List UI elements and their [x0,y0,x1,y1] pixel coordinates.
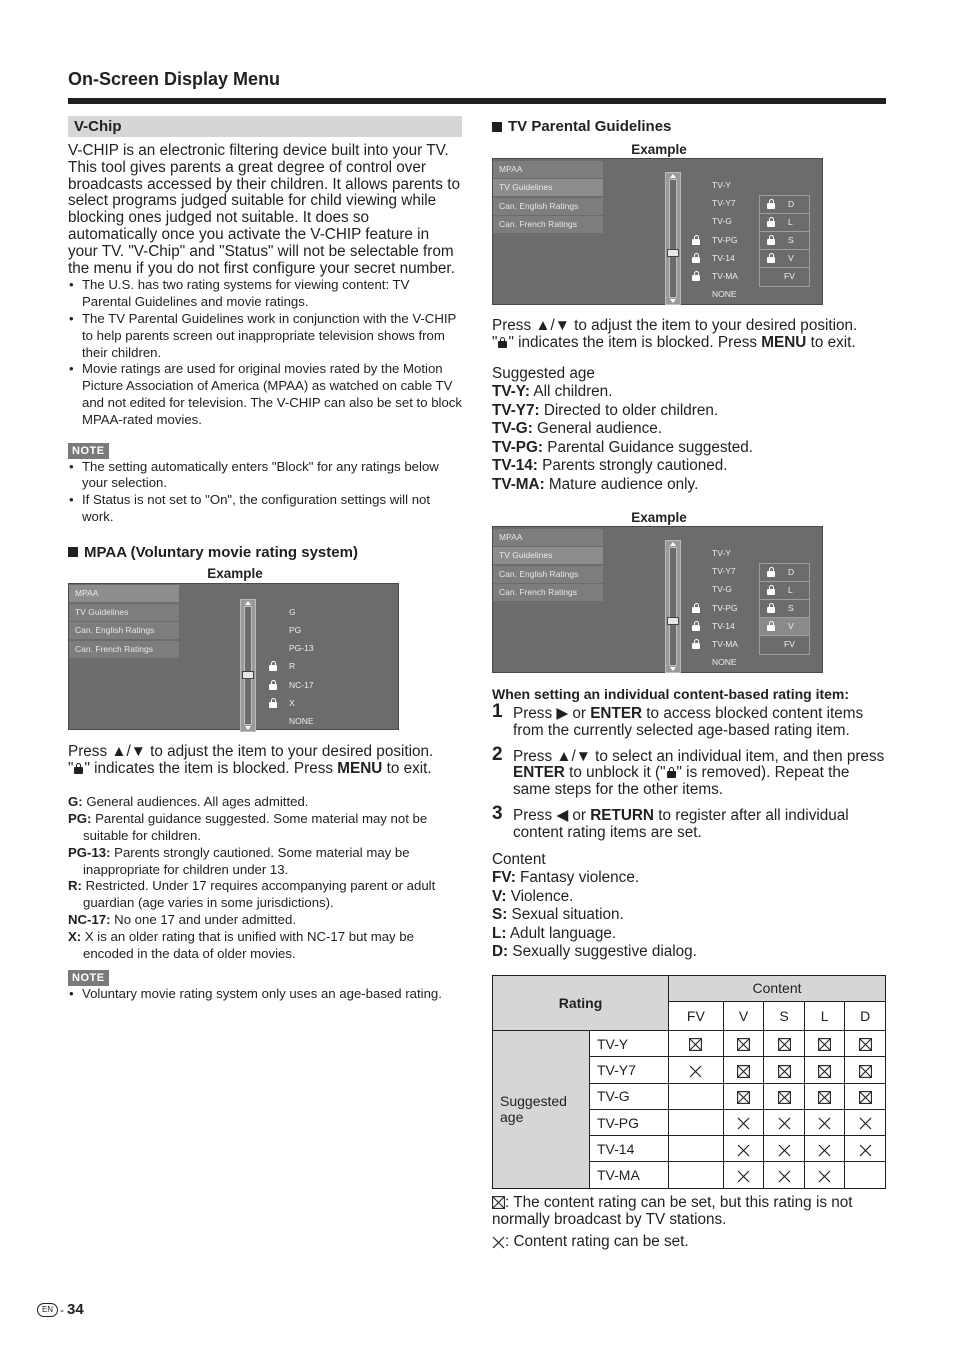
lock-icon [767,603,775,613]
osd-content-label: D [788,567,795,578]
vchip-heading: V-Chip [68,116,462,137]
rating-table [492,975,886,1189]
cross-icon [669,1057,724,1083]
definition-term: X: [68,928,82,944]
osd-content-cell[interactable] [760,564,809,582]
definition-item [492,943,886,962]
definition-item [68,912,462,929]
definition-term: TV-14: [492,457,538,475]
boxed-cross-icon [669,1030,724,1056]
boxed-cross-icon [764,1030,805,1056]
boxed-cross-icon [804,1030,845,1056]
mpaa-osd-screen [68,583,399,730]
lock-icon [74,763,83,774]
language-badge: EN [37,1303,58,1317]
row-group-label: Suggested age [493,1030,590,1188]
tv-suggested-age [492,365,886,495]
boxed-cross-icon [845,1030,886,1056]
vchip-note [68,441,462,526]
key-label: RETURN [590,807,654,825]
rating-header: Rating [493,975,669,1030]
step-text: to register after all individual content rating items are set. [513,807,849,841]
osd-rating-row[interactable]: TV-Y7 [712,566,736,577]
lock-icon [692,235,700,245]
definition-item [492,383,886,402]
column-header: FV [669,1001,724,1030]
cross-icon [804,1109,845,1135]
osd-menu-item[interactable]: TV Guidelines [493,179,603,196]
lock-icon [692,621,700,631]
step-text: to access blocked content items from the currently selected age-based rating item. [513,705,864,739]
bullet-item: • The setting automatically enters "Block" for any ratings below your selection. [68,459,462,493]
column-header: L [804,1001,845,1030]
step-number: 1 [492,701,503,723]
tv-heading [492,116,886,137]
osd-rating-row[interactable]: NONE [712,657,737,668]
mpaa-note [68,968,462,1003]
cross-icon [804,1136,845,1162]
page-footer [37,1301,84,1318]
osd-rating-row[interactable]: TV-14 [712,252,735,263]
osd-rating-row[interactable]: R [289,661,296,672]
lock-icon [269,680,277,690]
steps-list [492,701,886,842]
osd-content-cell[interactable] [760,214,809,232]
cross-icon [492,1236,505,1249]
osd-rating-row[interactable]: G [289,606,296,617]
boxed-cross-icon [804,1057,845,1083]
lock-icon [498,337,507,348]
definition-item [492,402,886,421]
definition-term: PG: [68,811,92,827]
page-number: 34 [67,1301,84,1318]
tv-heading-text: TV Parental Guidelines [508,118,672,135]
legend-cross-text: : Content rating can be set. [505,1233,689,1251]
boxed-cross-icon [764,1057,805,1083]
step-item [492,701,886,740]
osd-content-cell[interactable] [760,600,809,618]
cross-icon [723,1109,764,1135]
osd-content-label: V [788,253,794,264]
definition-item [68,845,462,879]
menu-key-label: MENU [761,333,807,351]
step-number: 2 [492,743,503,765]
osd-menu-item[interactable]: Can. English Ratings [493,566,603,583]
content-section [492,851,886,962]
definition-term: TV-Y: [492,383,530,401]
osd-rating-row[interactable]: TV-PG [712,602,738,613]
tv-definitions [492,383,886,494]
slider-knob[interactable] [242,671,254,679]
osd-menu-item[interactable]: Can. French Ratings [493,216,603,233]
lock-icon [667,767,676,778]
mpaa-heading [68,544,462,561]
legend-boxed [492,1195,886,1229]
osd-content-label: S [788,603,794,614]
content-header: Content [669,975,886,1001]
row-label: TV-PG [590,1109,669,1135]
boxed-cross-icon [723,1057,764,1083]
left-column [68,116,462,1003]
definition-item [68,794,462,811]
tv-osd-screen-1 [492,158,823,305]
boxed-cross-icon [723,1083,764,1109]
definition-text: Sexual situation. [507,906,624,924]
definition-text: Parental guidance suggested. Some material may not be suitable for children. [83,811,428,843]
definition-text: Directed to older children. [539,401,719,419]
osd-content-cell[interactable] [760,268,809,286]
vchip-intro: V-CHIP is an electronic filtering device built into your TV. This tool gives parents a great degree of control over broadcasts accessed by their children. It allows parents to select programs judged suitable for child viewing while blocking ones judged not suitable. It does so automatically once you activate the V-CHIP feature in your TV. "V-Chip" and "Status" will not be selectable from the menu if you do not first configure your secret number. [68,142,460,277]
osd-rating-row[interactable]: X [289,697,295,708]
cross-icon [764,1162,805,1188]
step-text: Press ◀ or [513,807,591,825]
column-header: D [845,1001,886,1030]
lock-icon [767,253,775,263]
cross-icon [845,1109,886,1135]
bullet-item: • The U.S. has two rating systems for viewing content: TV Parental Guidelines and movie ratings. [68,277,462,311]
definition-term: NC-17: [68,911,111,927]
empty-cell [845,1162,886,1188]
definition-item [68,811,462,845]
mpaa-definitions [68,794,462,962]
osd-menu-item[interactable]: TV Guidelines [493,547,603,564]
suggested-age-heading: Suggested age [492,364,595,382]
page-title: On-Screen Display Menu [68,69,281,89]
empty-cell [669,1136,724,1162]
boxed-cross-icon [723,1030,764,1056]
cross-icon [764,1136,805,1162]
osd-rating-row[interactable]: TV-Y7 [712,198,736,209]
step-item [492,803,886,842]
empty-cell [669,1162,724,1188]
osd-menu [69,584,179,658]
column-header: S [764,1001,805,1030]
mpaa-press-line2: " indicates the item is blocked. Press [84,759,338,777]
osd-rating-row[interactable]: PG [289,624,302,635]
row-label: TV-G [590,1083,669,1109]
title-rule [68,98,886,104]
definition-term: PG-13: [68,844,111,860]
osd-rating-row[interactable]: TV-Y [712,180,731,190]
legend-boxed-text: : The content rating can be set, but this rating is not normally broadcast by TV stations. [492,1193,853,1228]
row-label: TV-Y7 [590,1057,669,1083]
lock-icon [692,603,700,613]
tv-press-line2: " indicates the item is blocked. Press [508,333,762,351]
definition-text: Restricted. Under 17 requires accompanying parent or adult guardian (age varies in some jurisdictions). [81,878,436,911]
note-badge: NOTE [68,443,109,459]
content-definitions [492,869,886,962]
lock-icon [692,271,700,281]
definition-term: D: [492,943,509,961]
cross-icon [764,1109,805,1135]
osd-rating-row[interactable]: NC-17 [289,679,314,690]
osd-content-label: V [788,621,794,632]
note-badge: NOTE [68,970,109,986]
tv-press-line1: Press ▲/▼ to adjust the item to your desired position. [492,317,858,334]
vchip-notes [68,459,462,526]
osd-menu-item[interactable]: Can. English Ratings [69,622,179,639]
osd-rating-row[interactable]: TV-Y [712,548,731,559]
definition-text: General audience. [532,420,663,438]
osd-rating-row[interactable]: TV-MA [712,271,738,281]
definition-text: All children. [529,383,613,401]
page-dash: - [60,1302,64,1317]
definition-term: FV: [492,869,516,887]
bullet-item: • Movie ratings are used for original movies rated by the Motion Picture Association of America (MPAA) as watched on cable TV and not edited for television. The V-CHIP can also be set to block MPAA-rated movies. [68,361,462,428]
osd-slider[interactable] [665,540,681,673]
lock-icon [269,661,277,671]
slider-knob[interactable] [667,249,679,257]
definition-term: L: [492,924,507,942]
osd-content-cell[interactable] [760,618,809,636]
osd-menu-item[interactable]: Can. English Ratings [493,198,603,215]
empty-cell [669,1083,724,1109]
boxed-cross-icon [804,1083,845,1109]
osd-slider[interactable] [665,172,681,305]
definition-term: S: [492,906,508,924]
osd-menu-item[interactable]: MPAA [69,585,179,602]
tv-osd-screen-2 [492,526,823,673]
step-text: to unblock it (" [564,764,666,782]
cross-icon [723,1162,764,1188]
definition-item [492,439,886,458]
step-text: " is removed). Repeat the same steps for the other items. [513,764,850,799]
definition-item [492,420,886,439]
definition-text: X is an older rating that is unified with NC-17 but may be encoded in the data of older movies. [81,928,414,961]
definition-text: Sexually suggestive dialog. [508,943,697,961]
row-label: TV-Y [590,1030,669,1056]
lock-icon [767,217,775,227]
osd-slider[interactable] [240,599,256,732]
mpaa-example-label: Example [207,565,263,581]
definition-item [492,869,886,888]
definition-text: Parents strongly cautioned. Some material may be inappropriate for children under 13. [83,844,410,877]
definition-term: R: [68,878,82,894]
tv-example-label: Example [631,142,687,157]
osd-menu-item[interactable]: MPAA [493,529,603,546]
tv-press-exit: to exit. [806,333,856,351]
osd-content-label: D [788,199,795,210]
osd-content-label: L [788,585,793,596]
row-label: TV-14 [590,1136,669,1162]
empty-cell [669,1109,724,1135]
steps-heading: When setting an individual content-based rating item: [492,686,850,703]
osd-rating-row[interactable]: TV-G [712,584,732,595]
boxed-cross-icon [764,1083,805,1109]
definition-item [492,888,886,907]
tv-press-instruction [492,318,886,352]
osd-rating-row[interactable]: TV-MA [712,639,738,650]
step-text: Press ▲/▼ to select an individual item, and then press [513,747,885,765]
slider-knob[interactable] [667,617,679,625]
definition-term: TV-Y7: [492,401,540,419]
osd-rating-row[interactable]: TV-G [712,216,732,227]
definition-text: Violence. [506,887,574,905]
column-header: V [723,1001,764,1030]
osd-content-label: L [788,217,793,228]
osd-menu-item[interactable]: TV Guidelines [69,604,179,621]
lock-icon [767,567,775,577]
step-number: 3 [492,803,503,825]
osd-content-column [759,563,810,655]
definition-term: V: [492,887,507,905]
legend-cross [492,1234,886,1251]
definition-term: G: [68,794,83,810]
osd-content-cell[interactable] [760,232,809,250]
cross-icon [723,1136,764,1162]
table-row [493,1030,886,1056]
definition-term: TV-PG: [492,438,543,456]
osd-rating-row[interactable]: NONE [712,289,737,300]
lock-icon [767,235,775,245]
osd-rating-row[interactable]: NONE [289,715,314,726]
definition-item [492,925,886,944]
key-label: ENTER [590,705,643,723]
mpaa-quote-open: " [68,759,74,777]
content-heading: Content [492,850,546,868]
menu-key-label: MENU [337,759,383,777]
boxed-cross-icon [845,1083,886,1109]
mpaa-heading-text: MPAA (Voluntary movie rating system) [84,543,358,561]
vchip-bullets [68,277,462,428]
definition-item [492,476,886,495]
definition-text: No one 17 and under admitted. [110,911,296,927]
osd-menu-item[interactable]: MPAA [493,161,603,178]
definition-term: TV-MA: [492,475,545,493]
boxed-cross-icon [492,1196,505,1209]
right-column [492,116,886,1251]
osd-content-cell[interactable] [760,196,809,214]
lock-icon [692,639,700,649]
lock-icon [692,253,700,263]
osd-menu-item[interactable]: Can. French Ratings [493,584,603,601]
osd-rating-row[interactable]: PG-13 [289,643,314,654]
cross-icon [845,1136,886,1162]
osd-content-cell[interactable] [760,636,809,654]
osd-menu [493,159,603,233]
definition-item [68,878,462,912]
lock-icon [269,698,277,708]
osd-content-cell[interactable] [760,582,809,600]
definition-text: General audiences. All ages admitted. [82,794,309,810]
step-text: Press ▶ or [513,705,591,723]
definition-item [492,906,886,925]
tv-example2-label: Example [631,510,687,526]
row-label: TV-MA [590,1162,669,1188]
bullet-item: • If Status is not set to "On", the configuration settings will not work. [68,492,462,526]
lock-icon [767,585,775,595]
osd-content-column [759,195,810,287]
mpaa-press-instruction [68,744,462,778]
lock-icon [767,199,775,209]
osd-content-cell[interactable] [760,250,809,268]
osd-menu [493,527,603,601]
definition-text: Adult language. [506,924,617,942]
definition-text: Fantasy violence. [515,869,640,887]
square-bullet-icon [492,122,502,132]
definition-term: TV-G: [492,420,533,438]
mpaa-press-exit: to exit. [382,759,432,777]
square-bullet-icon [68,547,78,557]
bullet-item: • The TV Parental Guidelines work in conjunction with the V-CHIP to help parents screen out inappropriate television shows from their children. [68,311,462,361]
cross-icon [804,1162,845,1188]
mpaa-notes [68,986,462,1003]
key-label: ENTER [513,764,565,782]
osd-content-label: FV [784,639,795,650]
boxed-cross-icon [845,1057,886,1083]
bullet-item: • Voluntary movie rating system only uses an age-based rating. [68,986,462,1003]
definition-text: Mature audience only. [544,475,699,493]
tv-quote-open: " [492,333,498,351]
osd-rating-row[interactable]: TV-PG [712,234,738,245]
definition-text: Parental Guidance suggested. [543,438,754,456]
osd-content-label: FV [784,271,795,282]
osd-rating-row[interactable]: TV-14 [712,620,735,631]
mpaa-press-line1: Press ▲/▼ to adjust the item to your desired position. [68,742,434,760]
lock-icon [767,621,775,631]
definition-text: Parents strongly cautioned. [537,457,728,475]
osd-menu-item[interactable]: Can. French Ratings [69,641,179,658]
step-item [492,743,886,799]
definition-item [492,457,886,476]
osd-content-label: S [788,235,794,246]
definition-item [68,929,462,963]
